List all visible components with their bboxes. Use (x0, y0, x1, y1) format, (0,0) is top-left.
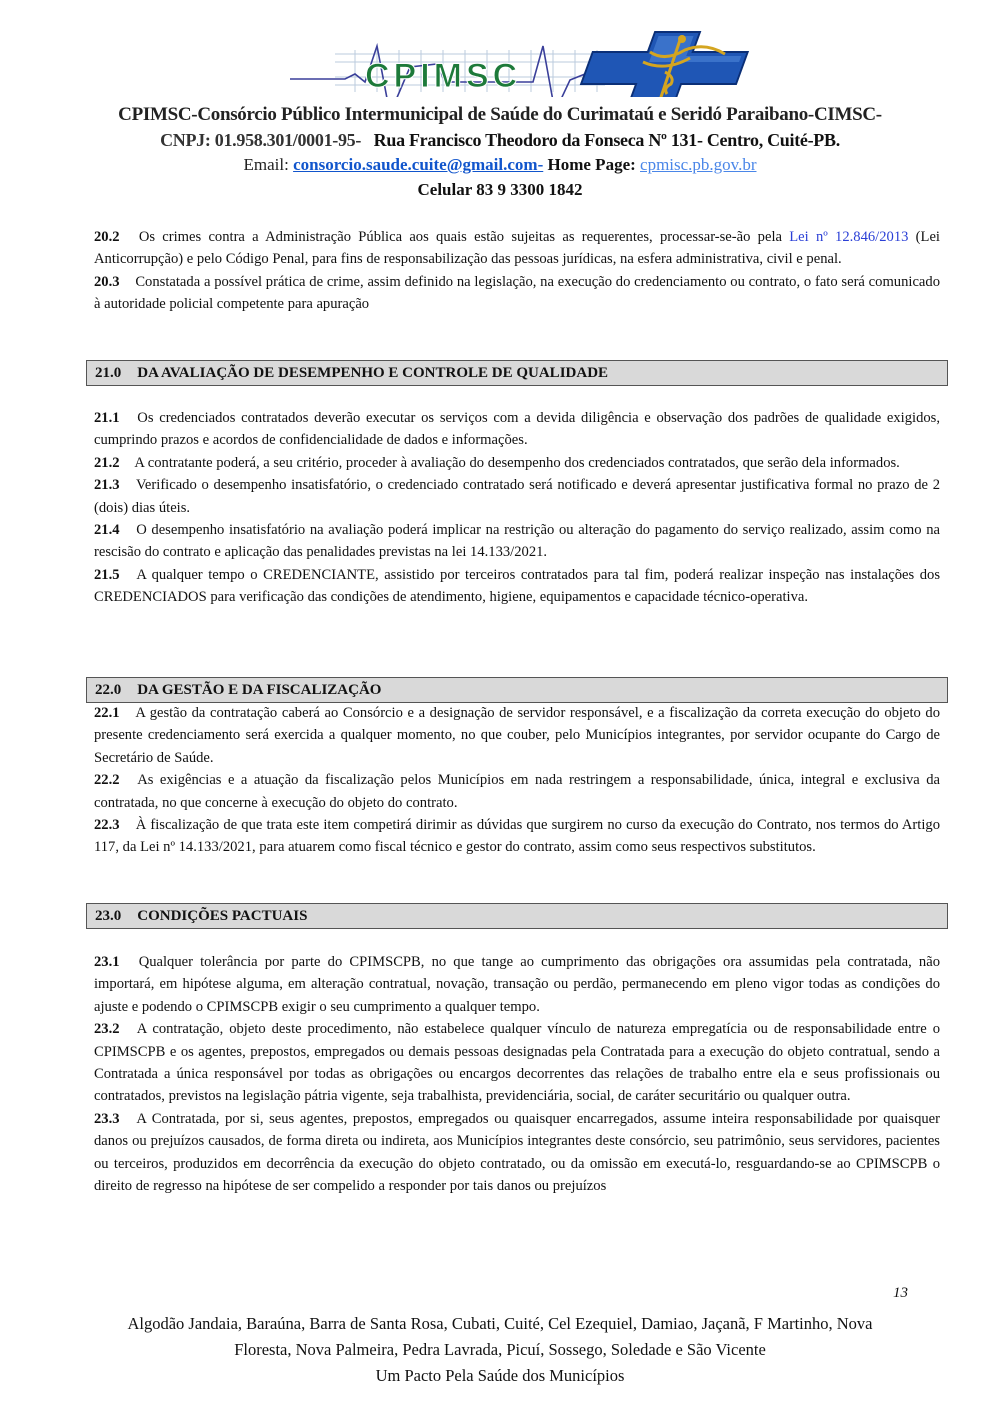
section-header-21 (86, 360, 948, 386)
clause-text: As exigências e a atuação da fiscalização pelos Municípios em nada restringem a responsabilidade, única, integral e exclusiva da contratada, no que concerne à execução do objeto do contrato. (94, 772, 941, 811)
clause-number: 22.2 (94, 772, 120, 789)
clause-number: 20.2 (94, 229, 120, 245)
homepage-label: Home Page: (547, 155, 636, 174)
clause-number: 21.4 (94, 522, 120, 539)
section-title: DA AVALIAÇÃO DE DESEMPENHO E CONTROLE DE QUALIDADE (137, 365, 609, 381)
clause-text: A qualquer tempo o CREDENCIANTE, assistido por terceiros contratados para tal fim, poderá realizar inspeção nas instalações dos CREDENCIADOS para verificação das condições de atendimento, higiene, equipamentos e capacidade técnico-operativa. (94, 566, 941, 606)
clause-text: O desempenho insatisfatório na avaliação poderá implicar na restrição ou alteração do pagamento do serviço realizado, assim como na rescisão do contrato e aplicação das penalidades previstas na lei 14.133/2021. (94, 522, 940, 561)
clause-number: 22.3 (94, 817, 120, 834)
clause-number: 23.1 (94, 954, 120, 970)
cpimsc-logo (265, 22, 765, 97)
clause-21-2 (94, 452, 940, 474)
email-label: Email: (243, 155, 289, 174)
clause-text: Verificado o desempenho insatisfatório, o credenciado contratado será notificado e deverá apresentar justificativa formal no prazo de 2 (dois) dias úteis. (94, 477, 941, 516)
header-cnpj: CNPJ: 01.958.301/0001-95- (160, 130, 362, 150)
clause-number: 23.3 (94, 1110, 120, 1127)
clause-number: 20.3 (94, 273, 120, 290)
clause-23-3 (94, 1108, 940, 1198)
section-21-paragraphs (94, 407, 940, 609)
clause-20-3 (94, 271, 940, 316)
section-number: 23.0 (95, 908, 122, 924)
section-number: 21.0 (95, 365, 122, 381)
clause-text: Constatada a possível prática de crime, assim definido na legislação, na execução do credenciamento ou contrato, o fato será comunicado à autoridade policial competente para apuração (94, 273, 941, 313)
clause-text: Qualquer tolerância por parte do CPIMSCPB, no que tange ao cumprimento das obrigações ora assumidas pela contratada, não importará, em hipótese alguma, em alteração contratual, novação, transação ou perdão, permanecendo em pleno vigor todas as condições do ajuste e podendo o CPIMSCPB exigir o seu cumprimento a qualquer tempo. (94, 954, 940, 1015)
section-20-paragraphs (94, 226, 940, 316)
header-contact (0, 155, 1000, 175)
section-22-paragraphs (94, 702, 940, 859)
email-link[interactable]: consorcio.saude.cuite@gmail.com- (293, 155, 544, 174)
clause-22-1 (94, 702, 940, 769)
section-header-22 (86, 677, 948, 703)
clause-21-5 (94, 564, 940, 609)
header-address: Rua Francisco Theodoro da Fonseca Nº 131- Centro, Cuité-PB. (373, 130, 840, 150)
clause-21-4 (94, 519, 940, 564)
clause-text: A gestão da contratação caberá ao Consórcio e a designação de servidor responsável, e a fiscalização da correta execução do objeto do presente credenciamento será exercida a qualquer momento, no que couber, pelo Municípios integrantes, por servidor ocupante do Cargo de Secretário de Saúde. (94, 705, 941, 766)
section-number: 22.0 (95, 682, 122, 698)
clause-text: (Lei Anticorrupção) e pelo Código Penal, para fins de responsabilização das pessoas jurídicas, na esfera administrativa, civil e penal. (94, 229, 940, 268)
clause-text: À fiscalização de que trata este item competirá dirimir as dúvidas que surgirem no curso da execução do Contrato, nos termos do Artigo 117, da Lei nº 14.133/2021, para atuarem como fiscal técnico e gestor do contrato, assim como seus respectivos substitutos. (94, 817, 940, 856)
header-cnpj-address (0, 130, 1000, 151)
section-header-23 (86, 903, 948, 929)
page-number: 13 (893, 1285, 908, 1301)
footer-municipalities-line2: Floresta, Nova Palmeira, Pedra Lavrada, Picuí, Sossego, Soledade e São Vicente (234, 1340, 766, 1359)
clause-number: 21.1 (94, 410, 120, 426)
section-title: DA GESTÃO E DA FISCALIZAÇÃO (137, 682, 382, 698)
clause-22-3 (94, 814, 940, 859)
clause-21-3 (94, 474, 940, 519)
clause-22-2 (94, 769, 940, 814)
section-23-paragraphs (94, 951, 940, 1197)
clause-20-2 (94, 226, 940, 271)
clause-text: Os credenciados contratados deverão executar os serviços com a devida diligência e observação dos padrões de qualidade exigidos, cumprindo prazos e acordos de confidencialidade de dados e informações. (94, 410, 941, 449)
clause-23-1 (94, 951, 940, 1018)
homepage-link[interactable]: cpmisc.pb.gov.br (640, 155, 757, 174)
clause-21-1 (94, 407, 940, 452)
clause-number: 22.1 (94, 705, 120, 721)
clause-number: 21.2 (94, 454, 120, 471)
clause-text: A contratação, objeto deste procedimento, não estabelece qualquer vínculo de natureza empregatícia ou de responsabilidade entre o CPIMSCPB e os agentes, prepostos, empregados ou demais pessoas designadas pela Contratada para a execução do objeto contratual, sendo a Contratada a única responsável por todas as obrigações ou encargos decorrentes das relações de trabalho entre ela e seus profissionais ou contratados, previstos na legislação pátria vigente, seja trabalhista, previdenciária, social, de caráter securitário ou qualquer outra. (94, 1021, 941, 1105)
clause-text: Os crimes contra a Administração Pública aos quais estão sujeitas as requerentes, processar-se-ão pela (138, 229, 790, 245)
header-org-name: CPIMSC-Consórcio Público Intermunicipal de Saúde do Curimataú e Seridó Paraibano-CIMSC- (118, 104, 882, 125)
clause-23-2 (94, 1018, 940, 1108)
section-title: CONDIÇÕES PACTUAIS (137, 908, 308, 924)
clause-number: 21.3 (94, 477, 120, 494)
footer-municipalities-line1: Algodão Jandaia, Baraúna, Barra de Santa Rosa, Cubati, Cuité, Cel Ezequiel, Damiao, Jaçanã, F Martinho, Nova (127, 1314, 873, 1333)
clause-text: A Contratada, por si, seus agentes, prepostos, empregados ou quaisquer encarregados, assume inteira responsabilidade por quaisquer danos ou prejuízos causados, de forma direta ou indireta, aos Municípios integrantes deste consórcio, seu patrimônio, seus servidores, pacientes ou terceiros, produzidos em decorrência da execução do objeto contratado, ou da omissão em executá-lo, resguardando-se ao CPIMSCPB o direito de regresso na hipótese de ser compelido a responder por tais danos ou prejuízos (94, 1110, 941, 1195)
header-phone: Celular 83 9 3300 1842 (417, 180, 583, 199)
footer-slogan: Um Pacto Pela Saúde dos Municípios (375, 1366, 625, 1385)
clause-number: 23.2 (94, 1021, 120, 1038)
logo-text: CPIMSC (365, 57, 522, 95)
clause-number: 21.5 (94, 566, 120, 583)
clause-text: A contratante poderá, a seu critério, proceder à avaliação do desempenho dos credenciados contratados, que serão dela informados. (134, 454, 900, 471)
law-link[interactable]: Lei nº 12.846/2013 (789, 229, 909, 245)
